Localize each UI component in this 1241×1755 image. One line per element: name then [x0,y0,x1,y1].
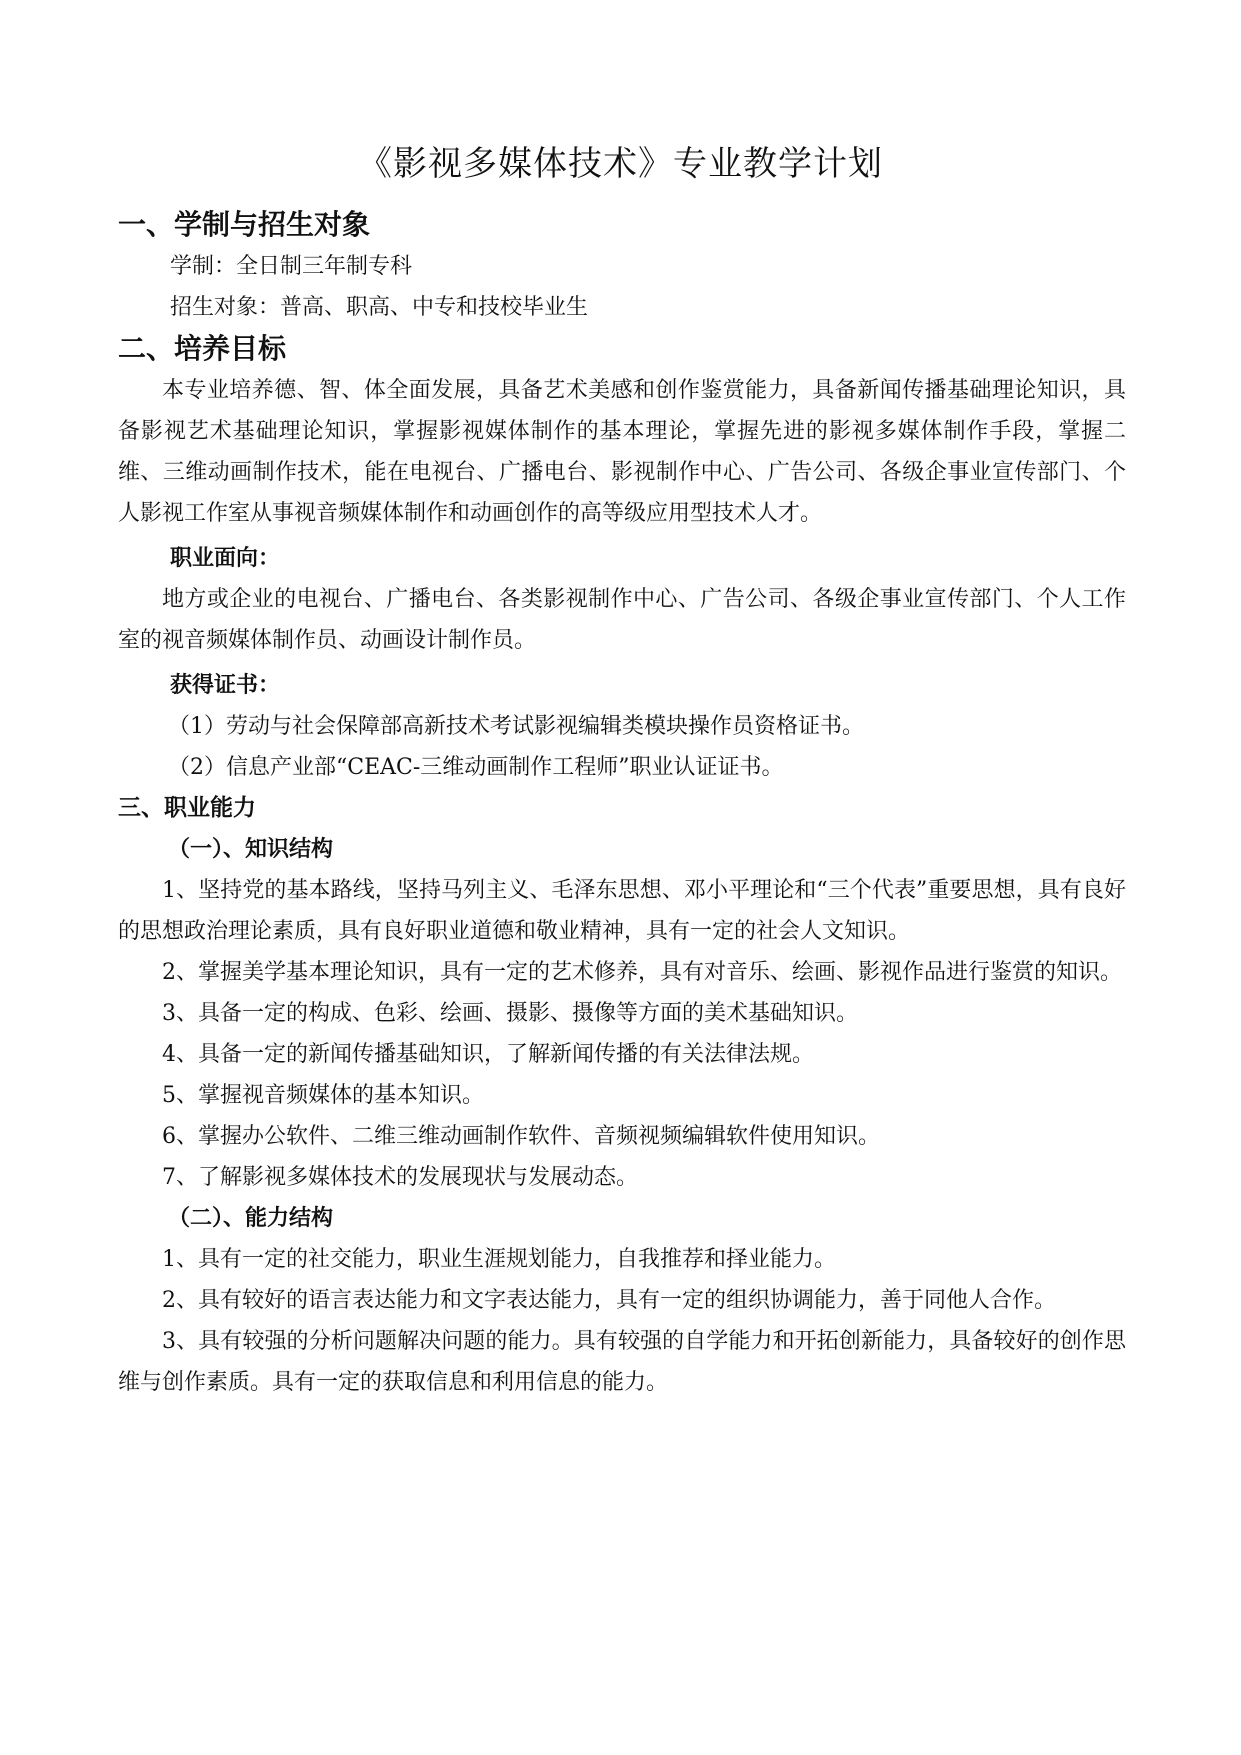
certificate-item: （1）劳动与社会保障部高新技术考试影视编辑类模块操作员资格证书。 [168,714,864,739]
section-heading-enrollment: 一、学制与招生对象 [118,208,371,241]
document-title: 《影视多媒体技术》专业教学计划 [358,143,883,184]
career-paragraph: 地方或企业的电视台、广播电台、各类影视制作中心、广告公司、各级企事业宣传部门、个人工作室的视音频媒体制作员、动画设计制作员。 [118,587,1126,653]
knowledge-structure-heading: （一）、知识结构 [168,837,334,862]
document-body [118,204,1126,1403]
ability-item: 2、具有较好的语言表达能力和文字表达能力，具有一定的组织协调能力，善于同他人合作。 [162,1288,1057,1313]
knowledge-item: 6、掌握办公软件、二维三维动画制作软件、音频视频编辑软件使用知识。 [162,1124,880,1149]
knowledge-item: 4、具备一定的新闻传播基础知识，了解新闻传播的有关法律法规。 [162,1042,814,1067]
career-heading: 职业面向： [170,546,281,571]
knowledge-item: 2、掌握美学基本理论知识，具有一定的艺术修养，具有对音乐、绘画、影视作品进行鉴赏的知识。 [162,960,1123,985]
certificate-item: （2）信息产业部“CEAC-三维动画制作工程师”职业认证证书。 [168,755,784,780]
training-goal-paragraph: 本专业培养德、智、体全面发展，具备艺术美感和创作鉴赏能力，具备新闻传播基础理论知识，具备影视艺术基础理论知识，掌握影视媒体制作的基本理论，掌握先进的影视多媒体制作手段，掌握二维、三维动画制作技术，能在电视台、广播电台、影视制作中心、广告公司、各级企事业宣传部门、个人影视工作室从事视音频媒体制作和动画创作的高等级应用型技术人才。 [118,378,1126,526]
section-heading-abilities: 三、职业能力 [118,795,256,821]
knowledge-item: 7、了解影视多媒体技术的发展现状与发展动态。 [162,1165,638,1190]
ability-item: 3、具有较强的分析问题解决问题的能力。具有较强的自学能力和开拓创新能力，具备较好的创作思维与创作素质。具有一定的获取信息和利用信息的能力。 [118,1329,1126,1395]
knowledge-item: 5、掌握视音频媒体的基本知识。 [162,1083,484,1108]
knowledge-item: 3、具备一定的构成、色彩、绘画、摄影、摄像等方面的美术基础知识。 [162,1001,858,1026]
ability-structure-heading: （二）、能力结构 [168,1206,334,1231]
enrollment-target: 招生对象：普高、职高、中专和技校毕业生 [170,295,589,320]
knowledge-item: 1、坚持党的基本路线，坚持马列主义、毛泽东思想、邓小平理论和“三个代表”重要思想，具有良好的思想政治理论素质，具有良好职业道德和敬业精神，具有一定的社会人文知识。 [118,878,1126,944]
ability-item: 1、具有一定的社交能力，职业生涯规划能力，自我推荐和择业能力。 [162,1247,836,1272]
section-heading-goals: 二、培养目标 [118,332,287,365]
certificate-heading: 获得证书： [170,673,281,698]
study-duration: 学制：全日制三年制专科 [170,254,413,279]
